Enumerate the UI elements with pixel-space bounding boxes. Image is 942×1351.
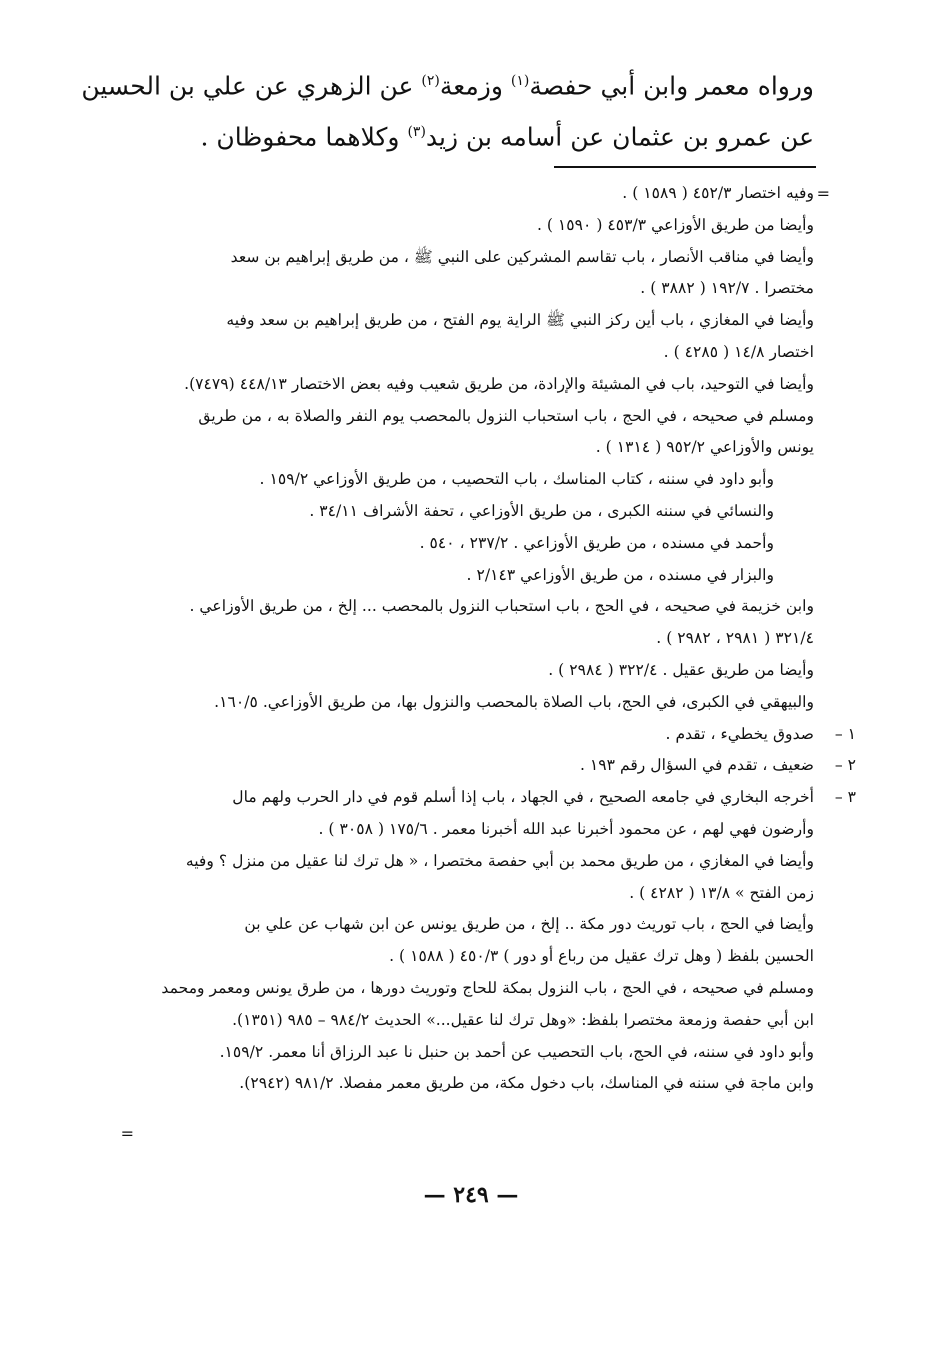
footnote-ref-3: (٣) xyxy=(407,124,426,141)
note-line: وفيه اختصار ٤٥٢/٣ ( ١٥٨٩ ) . xyxy=(622,184,814,202)
footnote-number: ٢ – xyxy=(834,756,856,775)
footnote-line: أخرجه البخاري في جامعه الصحيح ، في الجهاد ، باب إذا أسلم قوم في دار الحرب ولهم مال xyxy=(232,788,814,807)
footnote-line: وأيضا في المغازي ، من طريق محمد بن أبي حفصة مختصرا ، « هل ترك لنا عقيل من منزل ؟ وفيه xyxy=(185,851,814,870)
continuation-mark-top: = xyxy=(816,184,830,203)
footnote-line: ضعيف ، تقدم في السؤال رقم ١٩٣ . xyxy=(579,756,814,775)
footnote-line: وأرضون فهي لهم ، عن محمود أخبرنا عبد الله أخبرنا معمر . ١٧٥/٦ ( ٣٠٥٨ ) . xyxy=(318,819,814,838)
note-line: وأيضا في مناقب الأنصار ، باب تقاسم المشركين على النبي ﷺ ، من طريق إبراهيم بن سعد xyxy=(230,247,814,266)
main-text-line-2: عن عمرو بن عثمان عن أسامه بن زيد$^{(٣)}$ وكلاهما محفوظان . xyxy=(200,122,814,152)
main-text xyxy=(81,58,814,161)
footnote-separator xyxy=(554,166,816,168)
footnote-number: ٣ – xyxy=(834,788,856,807)
footnote-number: ١ – xyxy=(834,724,856,743)
continuation-mark-bottom: = xyxy=(120,1124,134,1143)
note-line: وأحمد في مسنده ، من طريق الأوزاعي . ٢٣٧/٢ ، ٥٤٠ . xyxy=(419,533,774,552)
footnote-line: الحسين بلفظ ( وهل ترك عقيل من رباع أو دور ) ٤٥٠/٣ ( ١٥٨٨ ) . xyxy=(389,947,814,966)
note-line: وابن خزيمة في صحيحه ، في الحج ، باب استحباب النزول بالمحصب ... إلخ ، من طريق الأوزاعي . xyxy=(189,597,814,616)
footnotes-block xyxy=(114,178,856,1100)
footnote-line: ومسلم في صحيحه ، في الحج ، باب النزول بمكة للحاج وتوريث دورها ، من طرق يونس ومعمر ومحمد xyxy=(161,978,814,997)
note-line: والنسائي في سننه الكبرى ، من طريق الأوزاعي ، تحفة الأشراف ٣٤/١١ . xyxy=(309,501,774,520)
note-line: وأيضا من طريق عقيل . ٣٢٢/٤ ( ٢٩٨٤ ) . xyxy=(548,660,814,679)
page-number: — ٢٤٩ — xyxy=(423,1182,519,1208)
footnote-ref-1: (١) xyxy=(510,73,530,89)
note-line: اختصار ١٤/٨ ( ٤٢٨٥ ) . xyxy=(663,342,814,361)
note-line: وأيضا في التوحيد، باب في المشيئة والإرادة، من طريق شعيب وفيه بعض الاختصار ٤٤٨/١٣ (٧٤٧٩). xyxy=(184,374,814,393)
footnote-ref-2: (٢) xyxy=(421,73,440,89)
note-line: يونس والأوزاعي ٩٥٢/٢ ( ١٣١٤ ) . xyxy=(595,438,814,457)
footnote-1 xyxy=(114,719,856,751)
footnote-line: ابن أبي حفصة وزمعة مختصرا بلفظ: «وهل ترك لنا عقيل...» الحديث ٩٨٤/٢ – ٩٨٥ (١٣٥١). xyxy=(232,1010,814,1029)
footnote-line: زمن الفتح » ١٣/٨ ( ٤٢٨٢ ) . xyxy=(629,883,814,902)
main-text-line-1: ورواه معمر وابن أبي حفصة$^{(١)}$ وزمعة$^{(٢)}$ عن الزهري عن علي بن الحسين xyxy=(81,71,814,101)
note-line: والبيهقي في الكبرى، في الحج، باب الصلاة بالمحصب والنزول بها، من طريق الأوزاعي. ١٦٠/٥. xyxy=(214,692,814,711)
footnote-2 xyxy=(114,750,856,782)
note-line: وأيضا في المغازي ، باب أين ركز النبي ﷺ الراية يوم الفتح ، من طريق إبراهيم بن سعد وفيه xyxy=(226,311,814,330)
footnote-line: صدوق يخطيء ، تقدم . xyxy=(665,724,814,743)
footnote-line: وابن ماجة في سننه في المناسك، باب دخول مكة، من طريق معمر مفصلا. ٩٨١/٢ (٢٩٤٢). xyxy=(239,1074,814,1093)
note-line: مختصرا . ١٩٢/٧ ( ٣٨٨٢ ) . xyxy=(640,279,814,298)
footnote-3 xyxy=(114,782,856,1100)
note-line: وأبو داود في سننه ، كتاب المناسك ، باب التحصيب ، من طريق الأوزاعي ١٥٩/٢ . xyxy=(259,470,774,489)
note-line: ومسلم في صحيحه ، في الحج ، باب استحباب النزول بالمحصب يوم النفر والصلاة به ، من طريق xyxy=(198,406,814,425)
footnote-line: وأيضا في الحج ، باب توريث دور مكة .. إلخ ، من طريق يونس عن ابن شهاب عن علي بن xyxy=(244,915,814,934)
note-line: ٣٢١/٤ ( ٢٩٨١ ، ٢٩٨٢ ) . xyxy=(656,629,814,648)
note-line: وأيضا من طريق الأوزاعي ٤٥٣/٣ ( ١٥٩٠ ) . xyxy=(536,215,814,234)
footnote-line: وأبو داود في سننه، في الحج، باب التحصيب عن أحمد بن حنبل نا عبد الرزاق أنا معمر. ١٥٩/٢. xyxy=(219,1042,814,1061)
note-line: والبزار في مسنده ، من طريق الأوزاعي ٢/١٤٣ . xyxy=(466,565,774,584)
